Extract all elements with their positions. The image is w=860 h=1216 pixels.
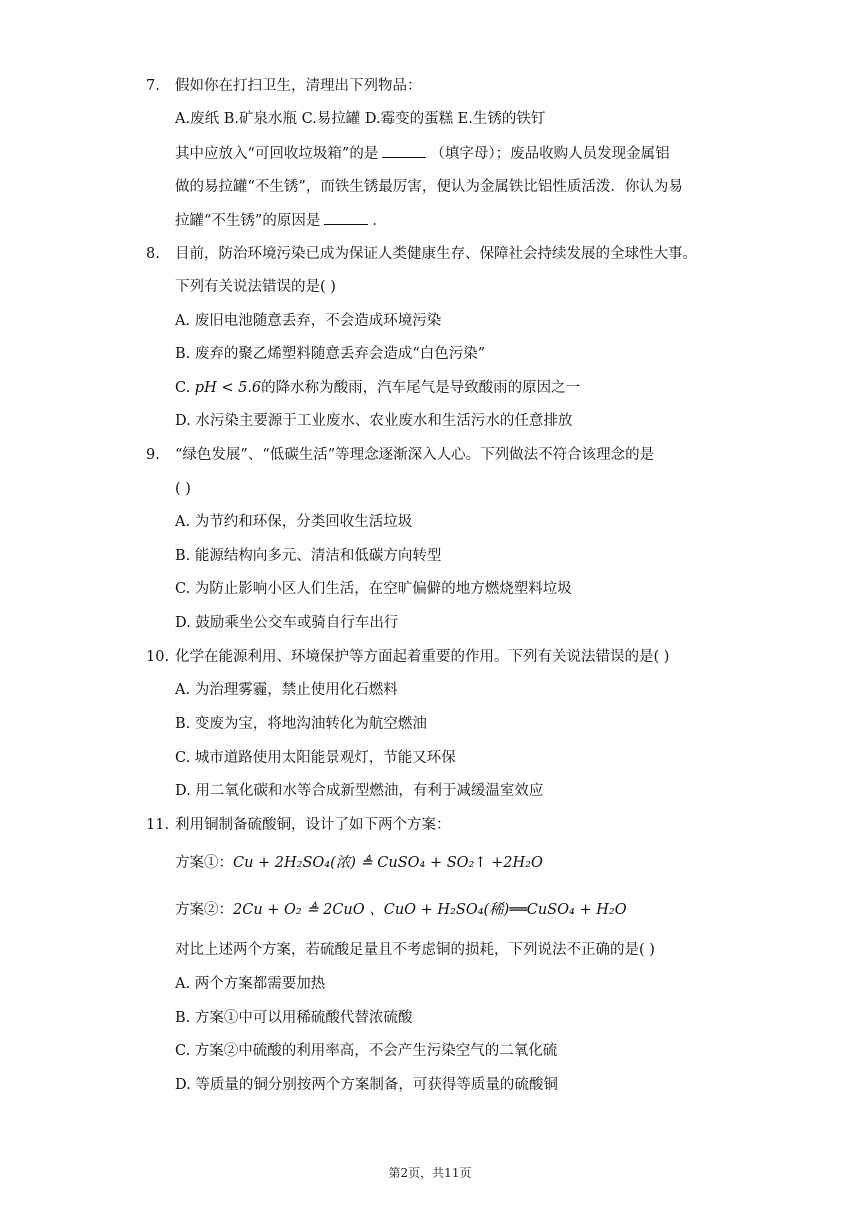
q9-option-c: C. 为防止影响小区人们生活，在空旷偏僻的地方燃烧塑料垃圾 bbox=[175, 581, 572, 597]
q10-option-b: B. 变废为宝，将地沟油转化为航空燃油 bbox=[175, 716, 427, 732]
q8-stem-2: 下列有关说法错误的是( ) bbox=[175, 279, 336, 295]
q11-option-c: C. 方案②中硫酸的利用率高，不会产生污染空气的二氧化硫 bbox=[175, 1043, 558, 1059]
q11-option-a: A. 两个方案都需要加热 bbox=[175, 976, 326, 992]
q9-number: 9. bbox=[146, 447, 160, 463]
q8-option-c bbox=[175, 378, 580, 398]
q8-number: 8. bbox=[146, 246, 160, 262]
q7-line3 bbox=[175, 143, 670, 164]
q8-option-d: D. 水污染主要源于工业废水、农业废水和生活污水的任意排放 bbox=[175, 413, 573, 429]
q7-line5 bbox=[175, 210, 387, 231]
q7-line5-a: 拉罐“不生锈”的原因是 bbox=[175, 213, 321, 229]
q9-stem: “绿色发展”、“低碳生活”等理念逐渐深入人心。下列做法不符合该理念的是 bbox=[175, 447, 655, 463]
q10-option-a: A. 为治理雾霾，禁止使用化石燃料 bbox=[175, 682, 398, 698]
q8-option-b: B. 废弃的聚乙烯塑料随意丢弃会造成“白色污染” bbox=[175, 346, 486, 362]
q7-line3-a: 其中应放入“可回收垃圾箱”的是 bbox=[175, 146, 379, 162]
q10-stem: 化学在能源利用、环境保护等方面起着重要的作用。下列有关说法错误的是( ) bbox=[175, 649, 670, 665]
q8-option-c-prefix: C. bbox=[175, 380, 195, 396]
q11-plan2-label: 方案②： bbox=[175, 902, 233, 918]
q11-plan2-equation: 2Cu + O₂ ≜ 2CuO 、CuO + H₂SO₄(稀)══CuSO₄ + H₂O bbox=[233, 902, 627, 918]
answer-blank bbox=[324, 210, 368, 225]
q11-number: 11. bbox=[146, 817, 170, 833]
q11-plan1-equation: Cu + 2H₂SO₄(浓) ≜ CuSO₄ + SO₂↑ +2H₂O bbox=[233, 855, 543, 871]
q11-plan1 bbox=[175, 853, 543, 873]
q11-stem-2: 对比上述两个方案，若硫酸足量且不考虑铜的损耗，下列说法不正确的是( ) bbox=[175, 942, 655, 958]
q11-option-d: D. 等质量的铜分别按两个方案制备，可获得等质量的硫酸铜 bbox=[175, 1077, 558, 1093]
q7-stem: 假如你在打扫卫生，清理出下列物品： bbox=[175, 78, 422, 94]
q11-plan1-label: 方案①： bbox=[175, 855, 233, 871]
q7-options: A.废纸 B.矿泉水瓶 C.易拉罐 D.霉变的蛋糕 E.生锈的铁钉 bbox=[175, 111, 546, 127]
answer-blank bbox=[382, 143, 426, 158]
q9-option-d: D. 鼓励乘坐公交车或骑自行车出行 bbox=[175, 615, 399, 631]
q8-option-c-math: pH < 5.6 bbox=[194, 380, 262, 396]
q10-option-c: C. 城市道路使用太阳能景观灯，节能又环保 bbox=[175, 750, 456, 766]
page-footer: 第2页，共11页 bbox=[388, 1166, 472, 1180]
q11-plan2 bbox=[175, 900, 627, 920]
q8-option-a: A. 废旧电池随意丢弃，不会造成环境污染 bbox=[175, 313, 442, 329]
q10-number: 10. bbox=[146, 649, 170, 665]
q9-option-a: A. 为节约和环保，分类回收生活垃圾 bbox=[175, 514, 413, 530]
q7-line5-b: ． bbox=[372, 213, 387, 229]
q9-option-b: B. 能源结构向多元、清洁和低碳方向转型 bbox=[175, 548, 442, 564]
q9-stem-2: ( ) bbox=[175, 481, 191, 497]
q8-stem: 目前，防治环境污染已成为保证人类健康生存、保障社会持续发展的全球性大事。 bbox=[175, 246, 697, 262]
q10-option-d: D. 用二氧化碳和水等合成新型燃油，有利于减缓温室效应 bbox=[175, 783, 544, 799]
q7-number: 7. bbox=[146, 78, 160, 94]
q11-stem: 利用铜制备硫酸铜，设计了如下两个方案： bbox=[175, 817, 451, 833]
q8-option-c-suffix: 的降水称为酸雨，汽车尾气是导致酸雨的原因之一 bbox=[261, 380, 581, 396]
q7-line4: 做的易拉罐“不生锈”，而铁生锈最厉害，便认为金属铁比铝性质活泼．你认为易 bbox=[175, 179, 683, 195]
q11-option-b: B. 方案①中可以用稀硫酸代替浓硫酸 bbox=[175, 1010, 413, 1026]
q7-line3-b: （填字母）；废品收购人员发现金属铝 bbox=[430, 146, 670, 162]
